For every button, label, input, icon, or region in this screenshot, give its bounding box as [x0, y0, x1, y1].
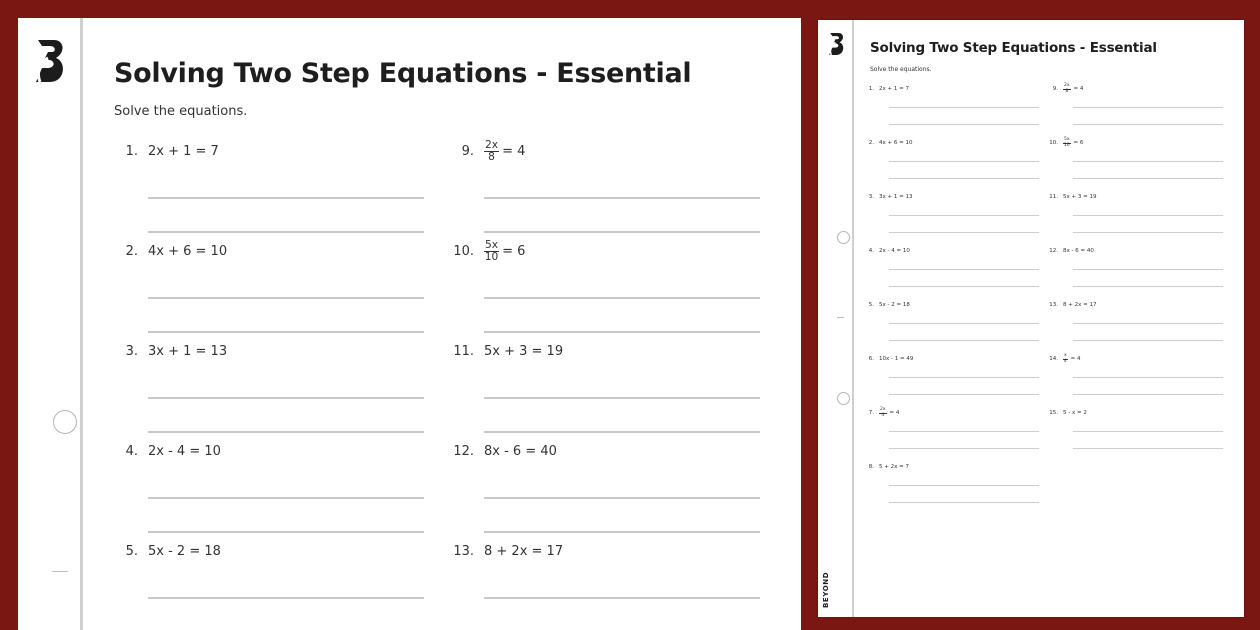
- fraction-numerator: 5x: [1064, 137, 1070, 142]
- answer-line[interactable]: [889, 448, 1039, 449]
- question-number: 13.: [1049, 302, 1058, 308]
- question-item: [450, 140, 525, 162]
- answer-line[interactable]: [889, 323, 1039, 324]
- worksheet-page-thumbnail: [818, 20, 1244, 617]
- fraction-denominator: 8: [488, 149, 495, 163]
- answer-line[interactable]: [1073, 394, 1223, 395]
- answer-line[interactable]: [889, 377, 1039, 378]
- fraction-denominator: 4: [881, 412, 885, 418]
- question-item: [1048, 248, 1094, 254]
- answer-line[interactable]: [1073, 269, 1223, 270]
- question-number: 1.: [125, 144, 138, 159]
- answer-line[interactable]: [148, 531, 424, 533]
- answer-line[interactable]: [148, 431, 424, 433]
- question-item: [864, 140, 912, 146]
- equation: 8 + 2x = 17: [484, 544, 564, 559]
- fraction-numerator: x: [1064, 353, 1067, 358]
- question-item: [114, 344, 227, 359]
- question-number: 12.: [1049, 248, 1058, 254]
- question-item: [114, 544, 221, 559]
- equation: 10x - 1 = 49: [879, 356, 914, 362]
- equation: 3x + 1 = 13: [148, 344, 228, 359]
- equation: 8x - 6 = 40: [1063, 248, 1094, 254]
- margin-dash: [52, 571, 68, 572]
- question-number: 10.: [1049, 140, 1058, 147]
- question-number: 6.: [868, 356, 874, 362]
- fraction-denominator: 10: [484, 249, 499, 263]
- answer-line[interactable]: [1073, 232, 1223, 233]
- question-item: [864, 194, 912, 200]
- question-number: 9.: [461, 143, 474, 159]
- margin-line: [80, 18, 83, 630]
- equation-rest: = 6: [502, 243, 526, 259]
- answer-line[interactable]: [484, 431, 760, 433]
- brand-wordmark: BEYOND: [822, 571, 830, 608]
- equation: 2x - 4 = 10: [148, 444, 221, 459]
- answer-line[interactable]: [889, 215, 1039, 216]
- question-item: [114, 244, 227, 259]
- answer-line[interactable]: [889, 107, 1039, 108]
- answer-line[interactable]: [889, 269, 1039, 270]
- question-number: 1.: [868, 86, 874, 92]
- answer-line[interactable]: [1073, 377, 1223, 378]
- question-number: 8.: [868, 464, 874, 470]
- fraction-numerator: 2x: [880, 407, 886, 412]
- fraction-denominator: 10: [1063, 142, 1070, 148]
- page-title: Solving Two Step Equations - Essential: [114, 58, 692, 89]
- equation: 2x - 4 = 10: [879, 248, 910, 254]
- question-item: [864, 302, 910, 308]
- equation: 3x + 1 = 13: [879, 194, 913, 200]
- answer-line[interactable]: [484, 531, 760, 533]
- answer-line[interactable]: [1073, 161, 1223, 162]
- equation: 4x + 6 = 10: [148, 244, 228, 259]
- equation-rest: = 6: [1073, 140, 1084, 147]
- answer-line[interactable]: [484, 197, 760, 199]
- fraction: [1063, 84, 1071, 94]
- equation: 4x + 6 = 10: [879, 140, 913, 146]
- question-item: [864, 248, 910, 254]
- question-number: 4.: [125, 444, 138, 459]
- answer-line[interactable]: [484, 231, 760, 233]
- answer-line[interactable]: [889, 485, 1039, 486]
- answer-line[interactable]: [148, 231, 424, 233]
- page-title: Solving Two Step Equations - Essential: [870, 40, 1157, 56]
- question-item: [450, 444, 557, 459]
- answer-line[interactable]: [889, 340, 1039, 341]
- answer-line[interactable]: [889, 502, 1039, 503]
- answer-line[interactable]: [889, 178, 1039, 179]
- punch-hole: [837, 392, 850, 405]
- question-number: 3.: [868, 194, 874, 200]
- beyond-b-logo-icon: [34, 38, 68, 84]
- question-number: 7.: [868, 410, 874, 417]
- question-item: [864, 464, 909, 470]
- answer-line[interactable]: [484, 597, 760, 599]
- fraction: [1063, 138, 1071, 148]
- question-number: 11.: [453, 344, 474, 359]
- margin-line: [852, 20, 854, 617]
- margin-dash: [837, 317, 844, 318]
- question-item: [1048, 194, 1096, 200]
- question-item: [114, 444, 221, 459]
- fraction: [879, 408, 887, 418]
- fraction-denominator: 4: [1063, 358, 1067, 364]
- question-item: [1048, 84, 1083, 94]
- question-item: [450, 344, 563, 359]
- fraction: [484, 240, 499, 262]
- equation: 5x - 2 = 18: [879, 302, 910, 308]
- answer-line[interactable]: [148, 331, 424, 333]
- question-item: [1048, 302, 1096, 308]
- answer-line[interactable]: [484, 331, 760, 333]
- punch-hole: [837, 231, 850, 244]
- answer-line[interactable]: [889, 161, 1039, 162]
- equation: 5 + 2x = 7: [879, 464, 909, 470]
- answer-line[interactable]: [148, 597, 424, 599]
- worksheet-page-large: [18, 18, 801, 630]
- equation: 5x - 2 = 18: [148, 544, 221, 559]
- equation: 5x + 3 = 19: [1063, 194, 1097, 200]
- equation: 2x + 1 = 7: [879, 86, 909, 92]
- answer-line[interactable]: [889, 286, 1039, 287]
- equation-rest: = 4: [502, 143, 526, 159]
- question-number: 15.: [1049, 410, 1058, 416]
- question-number: 14.: [1049, 356, 1058, 363]
- question-number: 9.: [1052, 86, 1058, 93]
- answer-line[interactable]: [484, 297, 760, 299]
- question-item: [1048, 410, 1087, 416]
- fraction-denominator: 8: [1065, 88, 1069, 94]
- equation-rest: = 4: [1070, 356, 1081, 363]
- question-item: [1048, 138, 1083, 148]
- question-item: [1048, 354, 1081, 364]
- answer-line[interactable]: [1073, 340, 1223, 341]
- question-item: [114, 144, 219, 159]
- question-number: 4.: [868, 248, 874, 254]
- equation: 8 + 2x = 17: [1063, 302, 1097, 308]
- answer-line[interactable]: [1073, 448, 1223, 449]
- equation: 2x + 1 = 7: [148, 144, 219, 159]
- fraction-numerator: 2x: [485, 138, 499, 151]
- question-item: [864, 356, 913, 362]
- answer-line[interactable]: [1073, 107, 1223, 108]
- question-number: 2.: [125, 244, 138, 259]
- answer-line[interactable]: [889, 394, 1039, 395]
- answer-line[interactable]: [889, 431, 1039, 432]
- question-number: 11.: [1049, 194, 1058, 200]
- fraction: [484, 140, 499, 162]
- instructions: Solve the equations.: [870, 66, 932, 73]
- fraction: [1063, 354, 1068, 364]
- answer-line[interactable]: [148, 297, 424, 299]
- answer-line[interactable]: [1073, 215, 1223, 216]
- question-number: 5.: [125, 544, 138, 559]
- equation-rest: = 4: [889, 410, 900, 417]
- answer-line[interactable]: [148, 397, 424, 399]
- question-number: 2.: [868, 140, 874, 146]
- question-number: 10.: [453, 243, 474, 259]
- beyond-b-logo-icon: [828, 32, 846, 56]
- instructions: Solve the equations.: [114, 104, 248, 119]
- question-number: 3.: [125, 344, 138, 359]
- fraction-numerator: 2x: [1064, 83, 1070, 88]
- answer-line[interactable]: [484, 497, 760, 499]
- question-item: [864, 408, 899, 418]
- question-number: 5.: [868, 302, 874, 308]
- answer-line[interactable]: [1073, 178, 1223, 179]
- answer-line[interactable]: [1073, 124, 1223, 125]
- equation: 5x + 3 = 19: [484, 344, 564, 359]
- equation: 5 - x = 2: [1063, 410, 1087, 416]
- fraction-numerator: 5x: [485, 238, 499, 251]
- answer-line[interactable]: [148, 497, 424, 499]
- question-number: 12.: [453, 444, 474, 459]
- question-item: [450, 544, 563, 559]
- answer-line[interactable]: [1073, 286, 1223, 287]
- answer-line[interactable]: [484, 397, 760, 399]
- answer-line[interactable]: [148, 197, 424, 199]
- question-item: [450, 240, 525, 262]
- question-number: 13.: [453, 544, 474, 559]
- answer-line[interactable]: [889, 232, 1039, 233]
- equation: 8x - 6 = 40: [484, 444, 557, 459]
- equation-rest: = 4: [1073, 86, 1084, 93]
- question-item: [864, 86, 909, 92]
- answer-line[interactable]: [1073, 431, 1223, 432]
- answer-line[interactable]: [889, 124, 1039, 125]
- answer-line[interactable]: [1073, 323, 1223, 324]
- punch-hole: [53, 410, 77, 434]
